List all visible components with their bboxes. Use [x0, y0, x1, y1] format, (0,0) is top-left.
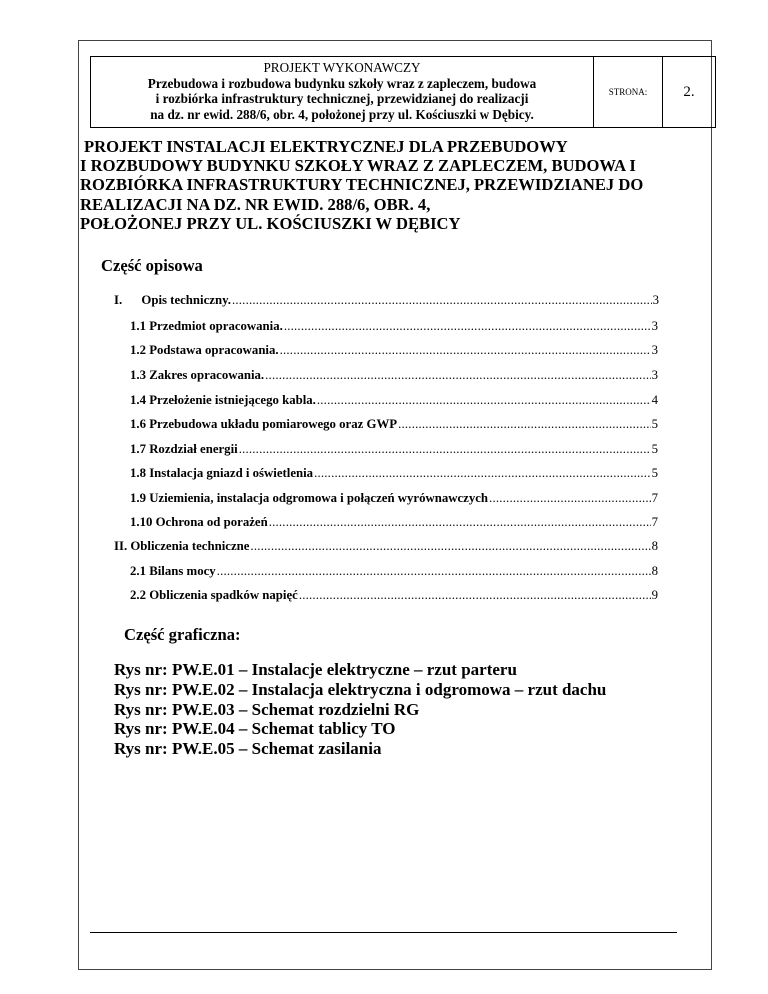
toc-entry-page: 7: [651, 515, 658, 529]
toc-entry-title: 1.3 Zakres opracowania.: [130, 368, 265, 382]
toc-leader-dots: [284, 319, 651, 334]
toc-entry-title: 1.6 Przebudowa układu pomiarowego oraz GWP: [130, 417, 398, 431]
toc-entry-page: 5: [651, 442, 658, 456]
toc-entry-title: 1.7 Rozdział energii: [130, 442, 238, 456]
toc-entry-title: 2.2 Obliczenia spadków napięć: [130, 588, 298, 602]
toc-entry-page: 8: [651, 564, 658, 578]
toc-leader-dots: [232, 293, 652, 308]
descriptive-part-heading: Część opisowa: [101, 256, 203, 275]
toc-entry[interactable]: [130, 393, 658, 408]
toc-leader-dots: [299, 588, 651, 603]
toc-leader-dots: [217, 564, 651, 579]
toc-entry[interactable]: [114, 293, 659, 308]
toc-entry[interactable]: [130, 466, 658, 481]
toc-entry[interactable]: [114, 539, 658, 554]
toc-entry[interactable]: [130, 564, 658, 579]
header-line: i rozbiórka infrastruktury technicznej, przewidzianej do realizacji: [155, 91, 529, 106]
toc-entry-page: 8: [651, 539, 658, 553]
toc-entry-page: 4: [651, 393, 658, 407]
toc-entry[interactable]: [130, 368, 658, 383]
document-title: [80, 137, 720, 233]
title-line: ROZBIÓRKA INFRASTRUKTURY TECHNICZNEJ, PRZEWIDZIANEJ DO: [80, 175, 644, 195]
toc-leader-dots: [398, 417, 651, 432]
toc-entry-page: 3: [652, 293, 659, 307]
header-table: [90, 56, 716, 128]
page-number: 2.: [683, 83, 695, 100]
toc-entry[interactable]: [130, 343, 658, 358]
toc-entry-title: I. Opis techniczny.: [114, 293, 231, 307]
toc-entry-page: 3: [651, 343, 658, 357]
toc-entry[interactable]: [130, 319, 658, 334]
toc-entry-title: 1.8 Instalacja gniazd i oświetlenia: [130, 466, 314, 480]
toc-entry-page: 3: [651, 319, 658, 333]
toc-leader-dots: [489, 491, 651, 506]
toc-leader-dots: [314, 466, 651, 481]
toc-leader-dots: [265, 368, 650, 383]
header-project-description: [91, 57, 594, 127]
toc-entry[interactable]: [130, 515, 658, 530]
toc-entry[interactable]: [130, 588, 658, 603]
title-line: PROJEKT INSTALACJI ELEKTRYCZNEJ DLA PRZEBUDOWY: [84, 137, 568, 156]
toc-leader-dots: [239, 442, 651, 457]
drawing-item: Rys nr: PW.E.05 – Schemat zasilania: [114, 739, 382, 759]
drawing-list: [114, 660, 606, 759]
title-line: I ROZBUDOWY BUDYNKU SZKOŁY WRAZ Z ZAPLECZEM, BUDOWA I: [80, 156, 636, 176]
toc-entry[interactable]: [130, 417, 658, 432]
header-line: na dz. nr ewid. 288/6, obr. 4, położonej przy ul. Kościuszki w Dębicy.: [150, 106, 534, 122]
drawing-item: Rys nr: PW.E.02 – Instalacja elektryczna i odgromowa – rzut dachu: [114, 679, 607, 699]
toc-entry-title: 1.10 Ochrona od porażeń: [130, 515, 268, 529]
toc-entry[interactable]: [130, 442, 658, 457]
toc-entry-title: 1.9 Uziemienia, instalacja odgromowa i połączeń wyrównawczych: [130, 491, 489, 505]
toc-entry-title: 1.4 Przełożenie istniejącego kabla.: [130, 393, 316, 407]
toc-leader-dots: [269, 515, 651, 530]
toc-entry-page: 3: [651, 368, 658, 382]
toc-entry-page: 7: [651, 491, 658, 505]
toc-entry-title: 2.1 Bilans mocy: [130, 564, 216, 578]
toc-entry-title: 1.1 Przedmiot opracowania.: [130, 319, 283, 333]
drawing-item: Rys nr: PW.E.03 – Schemat rozdzielni RG: [114, 699, 420, 719]
toc-entry-page: 5: [651, 466, 658, 480]
header-line: Przebudowa i rozbudowa budynku szkoły wraz z zapleczem, budowa: [147, 75, 537, 91]
footer-rule: [90, 932, 677, 933]
drawing-item: Rys nr: PW.E.04 – Schemat tablicy TO: [114, 719, 396, 739]
header-line: PROJEKT WYKONAWCZY: [263, 60, 421, 75]
toc-leader-dots: [250, 539, 650, 554]
toc-leader-dots: [280, 343, 651, 358]
toc-entry-page: 9: [651, 588, 658, 602]
title-line: POŁOŻONEJ PRZY UL. KOŚCIUSZKI W DĘBICY: [80, 213, 461, 233]
toc-leader-dots: [317, 393, 651, 408]
drawing-item: Rys nr: PW.E.01 – Instalacje elektryczne – rzut parteru: [114, 660, 517, 679]
toc-entry-title: 1.2 Podstawa opracowania.: [130, 343, 279, 357]
graphic-part-heading: Część graficzna:: [124, 625, 241, 644]
page-label: STRONA:: [594, 57, 663, 127]
title-line: REALIZACJI NA DZ. NR EWID. 288/6, OBR. 4,: [80, 194, 431, 214]
toc-entry-title: II. Obliczenia techniczne: [114, 539, 250, 553]
toc-entry[interactable]: [130, 491, 658, 506]
toc-entry-page: 5: [651, 417, 658, 431]
